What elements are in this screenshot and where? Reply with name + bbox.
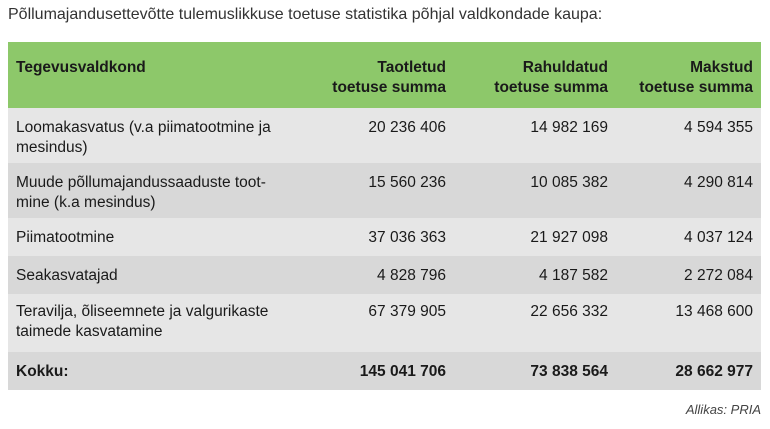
total-taotletud: 145 041 706 <box>359 363 446 380</box>
cell-makstud: 4 037 124 <box>684 229 753 246</box>
table-caption: Põllumajandusettevõtte tulemuslikkuse toetuse statistika põhjal valdkondade kaupa: <box>8 6 603 23</box>
total-rahuldatud: 73 838 564 <box>530 363 608 380</box>
cell-rahuldatud: 10 085 382 <box>530 174 608 191</box>
cell-rahuldatud: 14 982 169 <box>530 119 608 136</box>
row-label: Muude põllumajandussaaduste toot- mine (k.a mesindus) <box>16 174 266 211</box>
cell-rahuldatud: 21 927 098 <box>530 229 608 246</box>
header-makstud: Makstud toetuse summa <box>639 59 753 96</box>
source-note: Allikas: PRIA <box>685 402 761 417</box>
cell-makstud: 4 290 814 <box>684 174 753 191</box>
row-label: Piimatootmine <box>16 229 115 246</box>
support-statistics-table <box>8 42 761 390</box>
cell-taotletud: 4 828 796 <box>377 267 446 284</box>
total-makstud: 28 662 977 <box>675 363 753 380</box>
table-row <box>8 256 761 294</box>
cell-taotletud: 37 036 363 <box>368 229 446 246</box>
header-rahuldatud: Rahuldatud toetuse summa <box>494 59 608 96</box>
row-label: Teravilja, õliseemnete ja valgurikaste taimede kasvatamine <box>16 303 269 340</box>
table-row <box>8 163 761 218</box>
cell-makstud: 13 468 600 <box>675 303 753 320</box>
table-row <box>8 218 761 256</box>
table-row <box>8 108 761 163</box>
cell-rahuldatud: 22 656 332 <box>530 303 608 320</box>
table-total-row <box>8 352 761 390</box>
table-row <box>8 294 761 352</box>
table-header-row <box>8 42 761 108</box>
cell-makstud: 4 594 355 <box>684 119 753 136</box>
total-label: Kokku: <box>16 363 69 380</box>
cell-taotletud: 20 236 406 <box>368 119 446 136</box>
cell-taotletud: 15 560 236 <box>368 174 446 191</box>
cell-rahuldatud: 4 187 582 <box>539 267 608 284</box>
header-tegevusvaldkond: Tegevusvaldkond <box>16 59 146 76</box>
row-label: Loomakasvatus (v.a piimatootmine ja mesindus) <box>16 119 271 156</box>
cell-makstud: 2 272 084 <box>684 267 753 284</box>
row-label: Seakasvatajad <box>16 267 118 284</box>
header-taotletud: Taotletud toetuse summa <box>332 59 446 96</box>
cell-taotletud: 67 379 905 <box>368 303 446 320</box>
